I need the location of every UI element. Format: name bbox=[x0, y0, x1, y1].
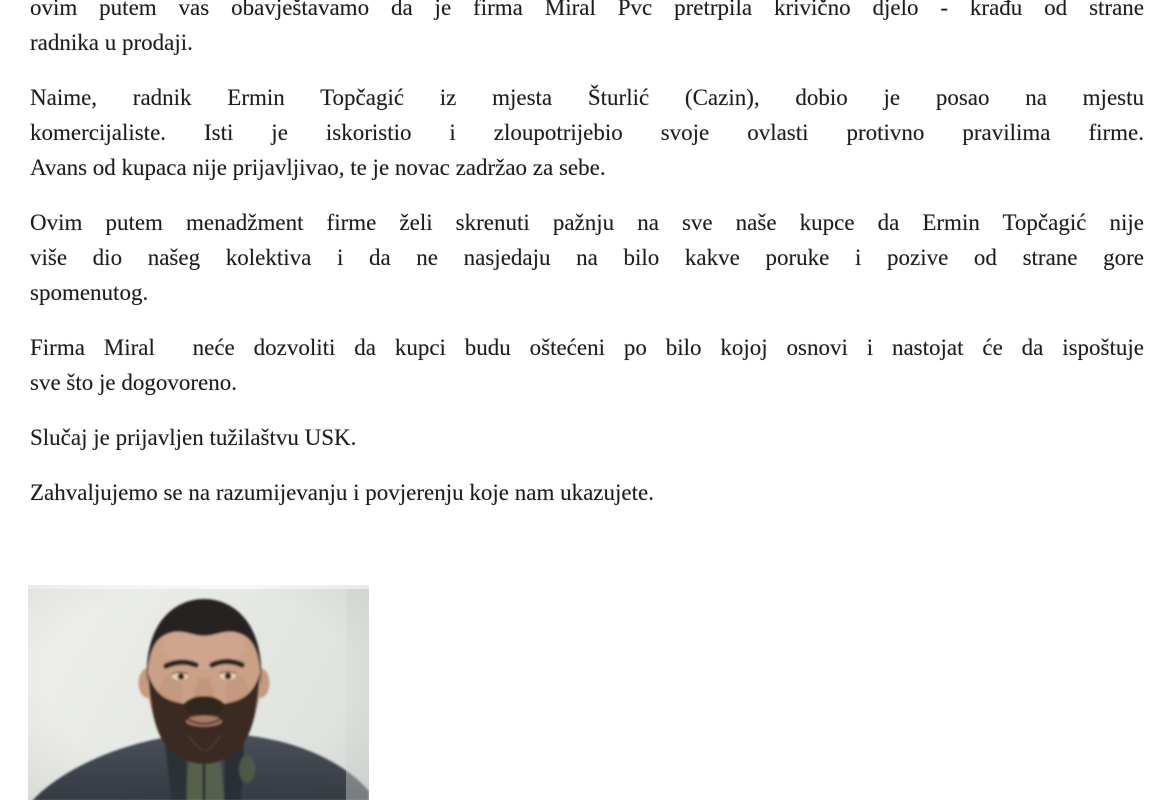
suspect-photo bbox=[28, 585, 369, 800]
paragraph-line: više dio našeg kolektiva i da ne nasjedaju na bilo kakve poruke i pozive od strane gore bbox=[30, 245, 1144, 270]
paragraph bbox=[30, 420, 1144, 455]
paragraph bbox=[30, 475, 1144, 510]
paragraph-line: spomenutog. bbox=[30, 280, 149, 305]
paragraph-line: Avans od kupaca nije prijavljivao, te je novac zadržao za sebe. bbox=[30, 155, 606, 180]
paragraph-line: sve što je dogovoreno. bbox=[30, 370, 237, 395]
paragraph-line: komercijaliste. Isti je iskoristio i zloupotrijebio svoje ovlasti protivno pravilima firme. bbox=[30, 120, 1144, 145]
paragraph-line: Naime, radnik Ermin Topčagić iz mjesta Šturlić (Cazin), dobio je posao na mjestu bbox=[30, 85, 1144, 110]
paragraph bbox=[30, 205, 1144, 310]
photo-vignette bbox=[28, 585, 369, 800]
portrait-illustration bbox=[28, 585, 369, 800]
paragraph-line: radnika u prodaji. bbox=[30, 30, 193, 55]
paragraph-line: Slučaj je prijavljen tužilaštvu USK. bbox=[30, 425, 357, 450]
paragraph bbox=[30, 0, 1144, 60]
paragraph bbox=[30, 330, 1144, 400]
paragraph-line: Ovim putem menadžment firme želi skrenuti pažnju na sve naše kupce da Ermin Topčagić nije bbox=[30, 210, 1144, 235]
paragraph-line: Firma Miral neće dozvoliti da kupci budu oštećeni po bilo kojoj osnovi i nastojat će da ispoštuje bbox=[30, 335, 1144, 360]
paragraph-line: Zahvaljujemo se na razumijevanju i povjerenju koje nam ukazujete. bbox=[30, 480, 654, 505]
paragraph bbox=[30, 80, 1144, 185]
paragraph-line: ovim putem vas obavještavamo da je firma Miral Pvc pretrpila krivično djelo - krađu od strane bbox=[30, 0, 1144, 20]
